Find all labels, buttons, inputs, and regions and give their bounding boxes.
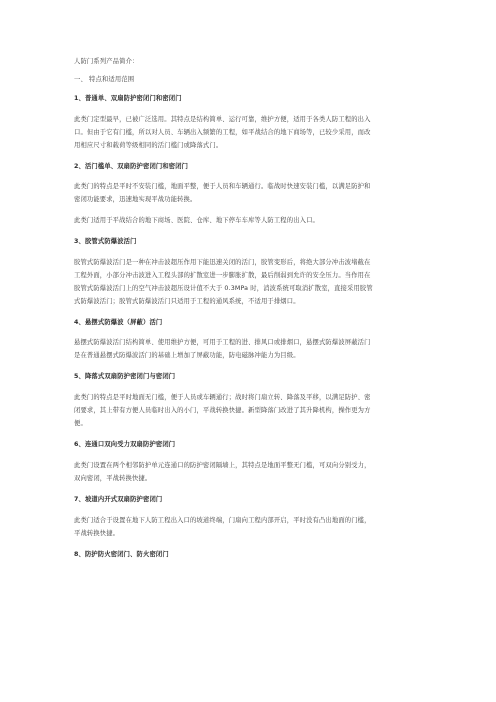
paragraph-line: 口。但由于它有门槛，所以对人员、车辆出入频繁的工程，如平战结合的地下商场等，已较少采用，而改: [74, 129, 371, 136]
subsection-heading-8: 8、防护防火密闭门、防火密闭门: [74, 551, 169, 558]
paragraph-line: 双向密闭，平战转换快捷。: [74, 475, 152, 482]
paragraph-line: 此类门定型最早，已被广泛选用。其特点是结构简单、运行可靠，维护方便，适用于各类人防工程的出入: [74, 116, 371, 123]
paragraph-line: 胶管式防爆波活门是一种在冲击波超压作用下能迅速关闭的活门，胶管变形后，将绝大部分冲击波堵截在: [74, 259, 371, 266]
subsection-heading-7: 7、坡道内开式双扇防护密闭门: [74, 496, 163, 503]
paragraph-line: 此类门适合于设置在地下人防工程出入口的坡道终端，门扇向工程内部开启，平时没有凸出地面的门槛，: [74, 517, 371, 524]
subsection-heading-5: 5、降落式双扇防护密闭门与密闭门: [74, 373, 176, 380]
document-title: 人防门系列产品简介：: [74, 58, 139, 65]
subsection-heading-2: 2、活门槛单、双扇防护密闭门和密闭门: [74, 163, 189, 170]
paragraph-line: 密闭功能要求，迅速地实现平战功能转换。: [74, 196, 197, 203]
paragraph-line: 此类门适用于平战结合的地下商场、医院、仓库、地下停车车库等人防工程的出入口。: [74, 217, 319, 224]
subsection-heading-6: 6、连通口双向受力双扇防护密闭门: [74, 441, 176, 448]
paragraph-line: 此类门的特点是平时地面无门槛，便于人员或车辆通行；战时将门扇立转、降落及平移，以满足防护、密: [74, 394, 371, 401]
paragraph-line: 胶管式防爆波活门上的空气冲击波超压设计值不大于 0.3MPa 时，消波系统可取消扩散室，直接采用胶管: [74, 285, 373, 292]
paragraph-line: 工程外面，小部分冲击波进入工程头部的扩散室进一步膨胀扩散，最后削弱到允许的安全压力。当作用在: [74, 272, 371, 279]
paragraph-line: 便。: [74, 420, 87, 427]
paragraph-line: 悬摆式防爆波活门结构简单、使用维护方便，可用于工程的进、排风口或排烟口，悬摆式防爆波屏蔽活门: [74, 339, 371, 346]
paragraph-line: 是在普通悬摆式防爆波活门的基础上增加了屏蔽功能，防电磁脉冲能力为目级。: [74, 352, 300, 359]
paragraph-line: 式防爆波活门；胶管式防爆波活门只适用于工程的通风系统，不适用于排烟口。: [74, 298, 300, 305]
subsection-heading-3: 3、胶管式防爆波活门: [74, 238, 137, 245]
subsection-heading-1: 1、普通单、双扇防护密闭门和密闭门: [74, 95, 182, 102]
paragraph-line: 此类门的特点是平时不安装门槛，地面平整，便于人员和车辆通行。临战时快速安装门槛，以满足防护和: [74, 183, 371, 190]
paragraph-line: 用相应尺寸和载荷等级相同的活门槛门或降落式门。: [74, 142, 223, 149]
section-heading: 一、 特点和适用范围: [74, 76, 135, 83]
subsection-heading-4: 4、悬摆式防爆波（屏蔽）活门: [74, 319, 163, 326]
paragraph-line: 平战转换快捷。: [74, 530, 120, 537]
paragraph-line: 此类门设置在两个相邻防护单元连通口的防护密闭隔墙上，其特点是地面平整无门槛，可双向分别受力，: [74, 462, 371, 469]
paragraph-line: 闭要求，其上带有方便人员临时出入的小门，平战转换快捷。新型降落门改进了其升降机构，操作更为方: [74, 407, 371, 414]
